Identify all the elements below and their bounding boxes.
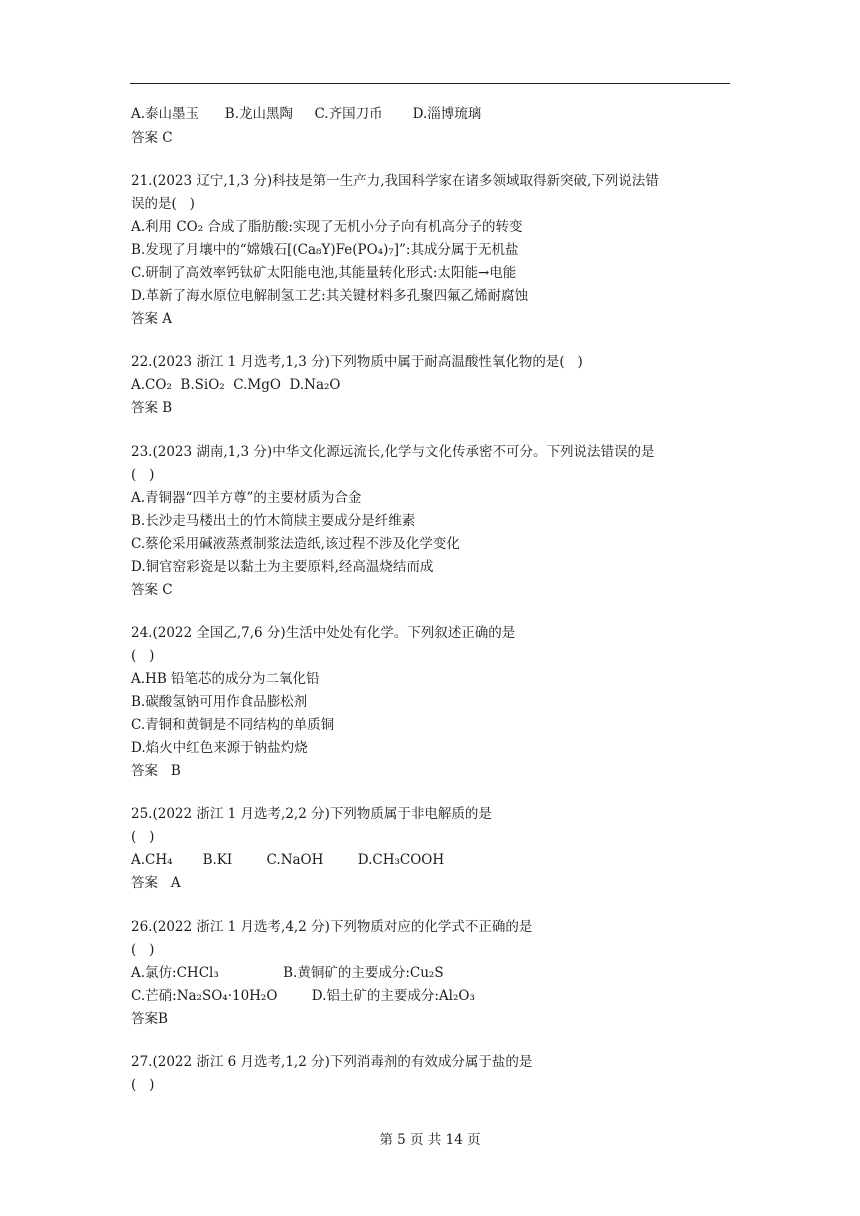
q24-stem-line1: 24.(2022 全国乙,7,6 分)生活中处处有化学。下列叙述正确的是: [131, 625, 516, 641]
q20-options: A.泰山墨玉 B.龙山黑陶 C.齐国刀币 D.淄博琉璃: [131, 106, 482, 122]
q23-option-d: D.铜官窑彩瓷是以黏土为主要原料,经高温烧结而成: [131, 559, 434, 575]
q24-option-a: A.HB 铅笔芯的成分为二氧化铅: [131, 671, 320, 687]
q23-option-a: A.青铜器“四羊方尊”的主要材质为合金: [131, 490, 362, 506]
q24-answer: 答案 B: [131, 763, 181, 779]
q21-answer: 答案 A: [131, 311, 173, 327]
q25-options: A.CH₄ B.KI C.NaOH D.CH₃COOH: [131, 852, 445, 868]
q24-option-c: C.青铜和黄铜是不同结构的单质铜: [131, 717, 335, 733]
q22-options: A.CO₂ B.SiO₂ C.MgO D.Na₂O: [131, 377, 341, 393]
q27-stem-line2: ( ): [131, 1077, 155, 1093]
q22-stem: 22.(2023 浙江 1 月选考,1,3 分)下列物质中属于耐高温酸性氧化物的是( ): [131, 354, 583, 370]
q24-stem-line2: ( ): [131, 648, 155, 664]
q21-option-c: C.研制了高效率钙钛矿太阳能电池,其能量转化形式:太阳能→电能: [131, 265, 517, 281]
header-rule: [130, 83, 730, 84]
q27-stem-line1: 27.(2022 浙江 6 月选考,1,2 分)下列消毒剂的有效成分属于盐的是: [131, 1054, 533, 1070]
page-footer: 第 5 页 共 14 页: [379, 1132, 481, 1148]
q22-answer: 答案 B: [131, 400, 173, 416]
q23-option-c: C.蔡伦采用碱液蒸煮制浆法造纸,该过程不涉及化学变化: [131, 536, 460, 552]
q21-stem-line1: 21.(2023 辽宁,1,3 分)科技是第一生产力,我国科学家在诸多领域取得新突破,下列说法错: [131, 173, 659, 189]
q23-stem-line2: ( ): [131, 467, 155, 483]
q20-answer: 答案 C: [131, 130, 173, 146]
q24-option-b: B.碳酸氢钠可用作食品膨松剂: [131, 694, 308, 710]
q26-stem-line1: 26.(2022 浙江 1 月选考,4,2 分)下列物质对应的化学式不正确的是: [131, 919, 533, 935]
q26-options-cd: C.芒硝:Na₂SO₄·10H₂O D.铝土矿的主要成分:Al₂O₃: [131, 988, 475, 1004]
q24-option-d: D.焰火中红色来源于钠盐灼烧: [131, 740, 308, 756]
q25-answer: 答案 A: [131, 875, 181, 891]
q26-answer: 答案B: [131, 1011, 168, 1027]
q26-options-ab: A.氯仿:CHCl₃ B.黄铜矿的主要成分:Cu₂S: [131, 965, 444, 981]
q23-stem-line1: 23.(2023 湖南,1,3 分)中华文化源远流长,化学与文化传承密不可分。下列说法错误的是: [131, 444, 655, 460]
q21-option-b: B.发现了月壤中的“嫦娥石[(Ca₈Y)Fe(PO₄)₇]”:其成分属于无机盐: [131, 242, 519, 258]
q26-stem-line2: ( ): [131, 942, 155, 958]
q25-stem-line1: 25.(2022 浙江 1 月选考,2,2 分)下列物质属于非电解质的是: [131, 806, 492, 822]
q21-option-a: A.利用 CO₂ 合成了脂肪酸:实现了无机小分子向有机高分子的转变: [131, 219, 523, 235]
q21-option-d: D.革新了海水原位电解制氢工艺:其关键材料多孔聚四氟乙烯耐腐蚀: [131, 288, 529, 304]
q23-option-b: B.长沙走马楼出土的竹木简牍主要成分是纤维素: [131, 513, 416, 529]
q25-stem-line2: ( ): [131, 829, 155, 845]
q21-stem-line2: 误的是( ): [131, 196, 195, 212]
q23-answer: 答案 C: [131, 582, 173, 598]
